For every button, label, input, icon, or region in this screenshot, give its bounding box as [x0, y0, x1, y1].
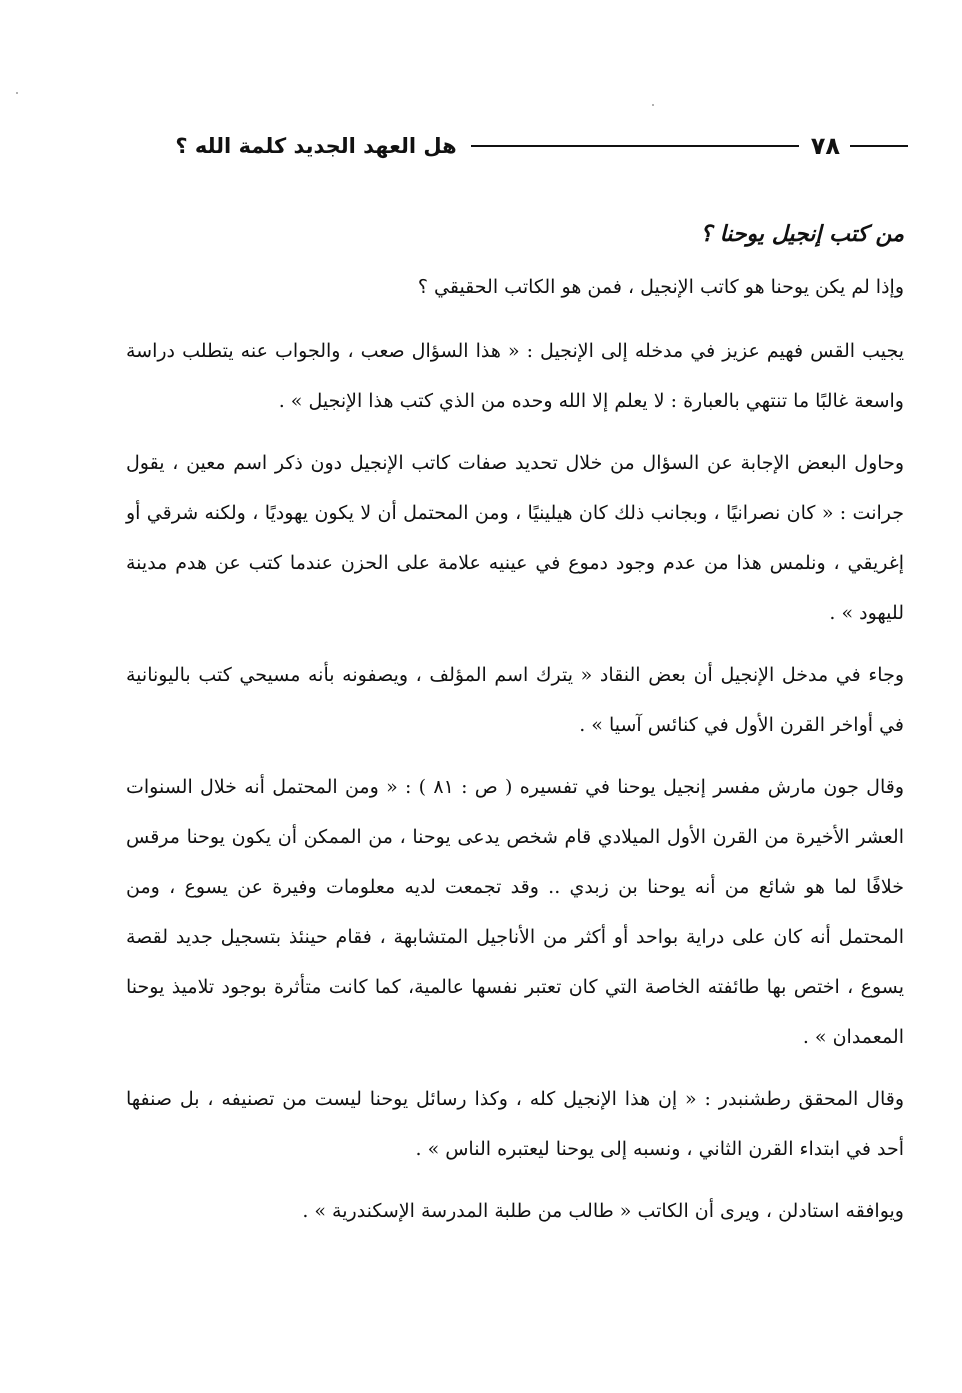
scan-speck: [16, 92, 18, 94]
paragraph: وإذا لم يكن يوحنا هو كاتب الإنجيل ، فمن هو الكاتب الحقيقي ؟: [417, 276, 904, 298]
paragraph: وجاء في مدخل الإنجيل أن بعض النقاد « يترك اسم المؤلف ، ويصفونه بأنه مسيحي كتب باليونانية في أواخر القرن الأول في كنائس آسيا » .: [126, 664, 904, 736]
page-body: [126, 212, 904, 1248]
header-rule-short: [850, 145, 908, 147]
paragraph: وقال جون مارش مفسر إنجيل يوحنا في تفسيره ( ص : ٨١ ) : « ومن المحتمل أنه خلال السنوات العشر الأخيرة من القرن الأول الميلادي قام شخص يدعى يوحنا ، من الممكن أن يكون يوحنا مرقس خلافًا لما هو شائع من أنه يوحنا بن زبدي .. وقد تجمعت لديه معلومات وفيرة عن يسوع ، ومن المحتمل أنه كان على دراية بواحد أو أكثر من الأناجيل المتشابهة ، فقام حينئذ بتسجيل جديد لقصة يسوع ، اختص بها طائفته الخاصة التي كان تعتبر نفسها عالمية، كما كانت متأثرة بوجود تلاميذ يوحنا المعمدان » .: [126, 776, 904, 1048]
paragraph: وحاول البعض الإجابة عن السؤال من خلال تحديد صفات كاتب الإنجيل دون ذكر اسم معين ، يقول جرانت : « كان نصرانيًا ، وبجانب ذلك كان هيلينيًا ، ومن المحتمل أن لا يكون يهوديًا ، ولكنه شرقي أو إغريقي ، ونلمس هذا من عدم وجود دموع في عينيه علامة على الحزن عندما كتب عن هدم مدينة لليهود » .: [126, 452, 904, 624]
header-rule-long: [471, 145, 799, 147]
running-title: هل العهد الجديد كلمة الله ؟: [175, 134, 457, 158]
page-number: ٧٨: [810, 132, 840, 160]
section-heading: من كتب إنجيل يوحنا ؟: [700, 222, 904, 247]
scan-speck: [652, 104, 654, 106]
paragraph: وقال المحقق رطشنبدر : « إن هذا الإنجيل كله ، وكذا رسائل يوحنا ليست من تصنيفه ، بل صنفها أحد في ابتداء القرن الثاني ، ونسبه إلى يوحنا ليعتبره الناس » .: [126, 1088, 904, 1160]
paragraph: ويوافقه استادلن ، ويرى أن الكاتب « طالب من طلبة المدرسة الإسكندرية » .: [302, 1200, 904, 1222]
paragraph: يجيب القس فهيم عزيز في مدخله إلى الإنجيل : « هذا السؤال صعب ، والجواب عنه يتطلب دراسة واسعة غالبًا ما تنتهي بالعبارة : لا يعلم إلا الله وحده من الذي كتب هذا الإنجيل » .: [126, 340, 904, 412]
page-header: [118, 126, 908, 166]
